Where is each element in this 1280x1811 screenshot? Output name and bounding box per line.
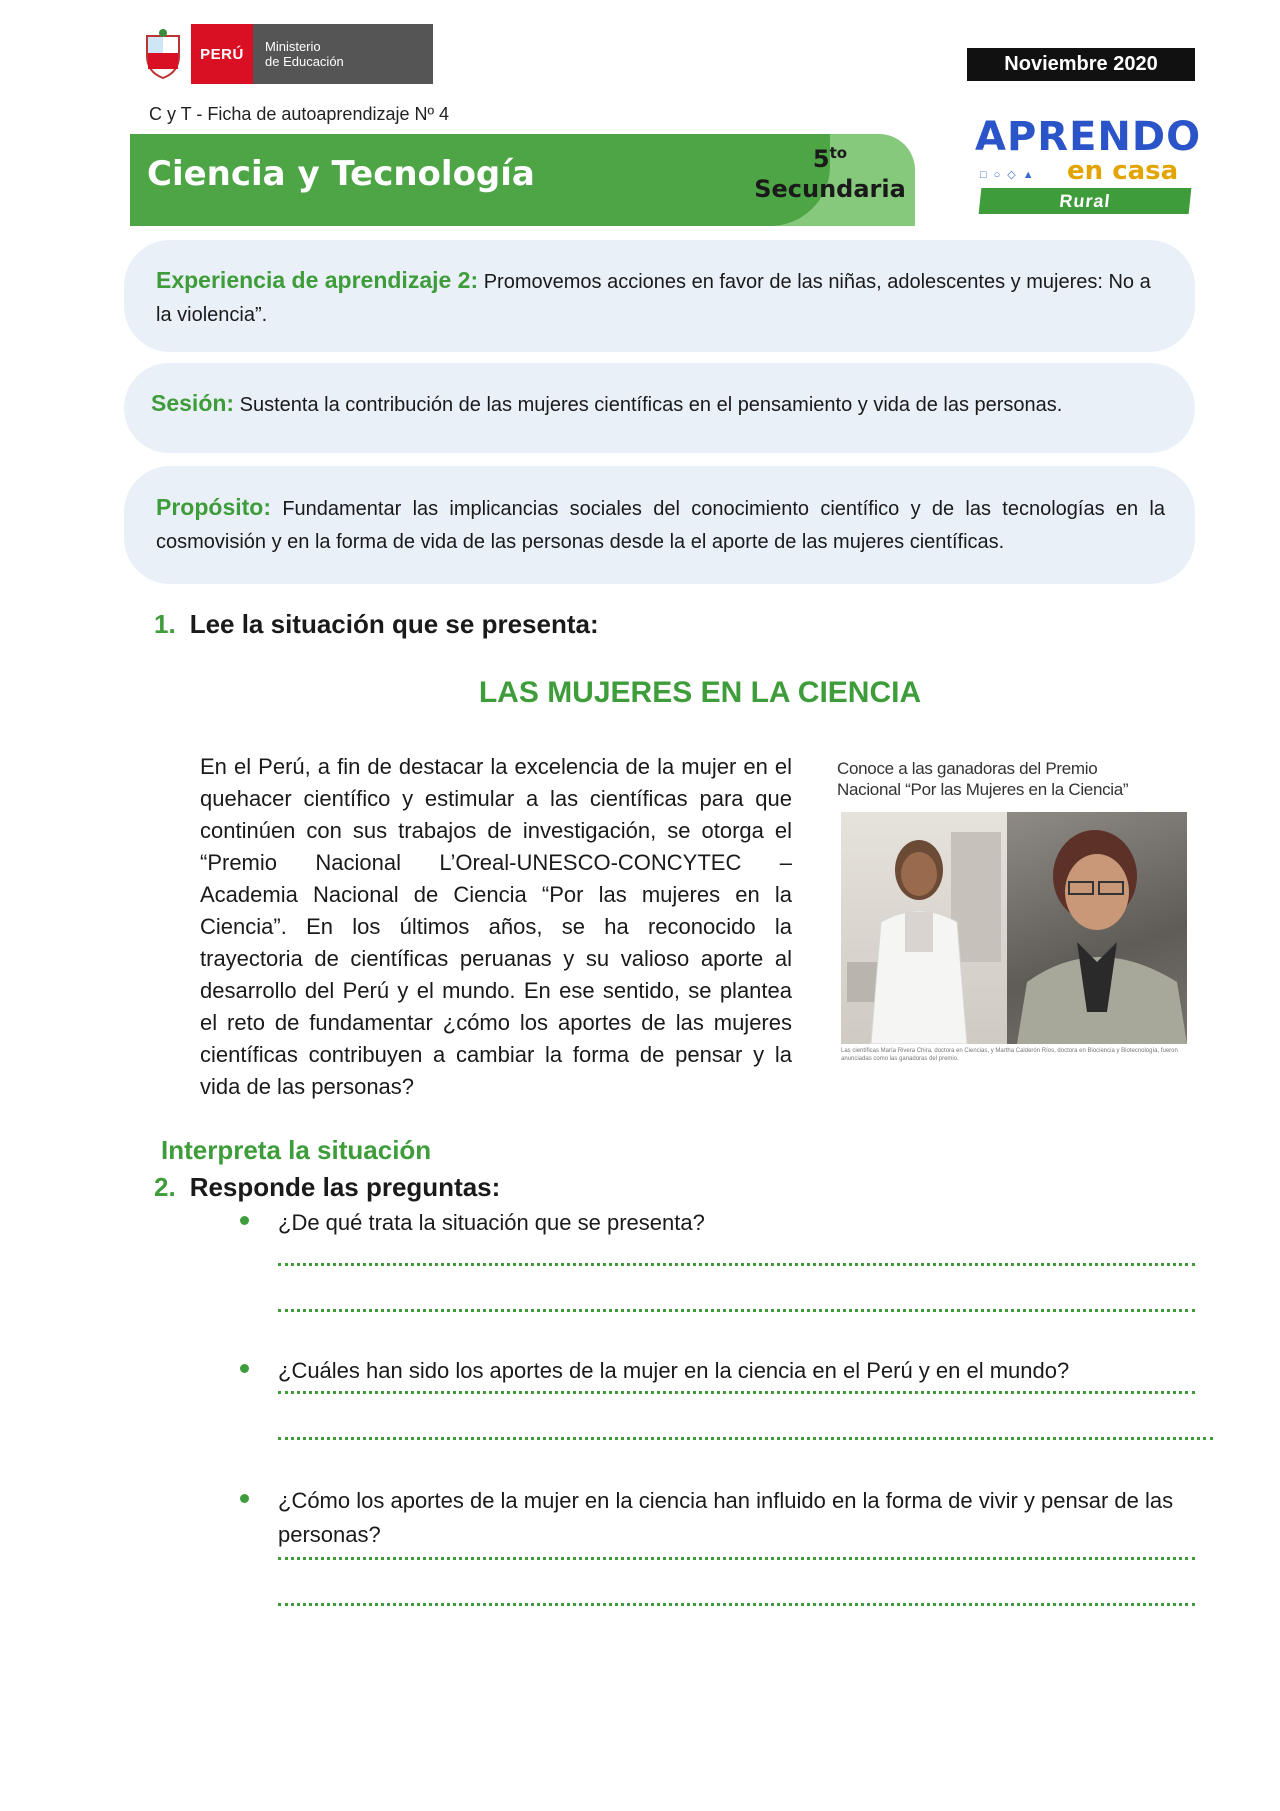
section-1-number: 1. xyxy=(154,609,176,639)
grade-level: Secundaria xyxy=(754,175,906,203)
decorative-shapes-icon: □○◇▲ xyxy=(980,169,1041,181)
bullet-icon xyxy=(240,1364,249,1373)
answer-line[interactable] xyxy=(278,1552,1195,1560)
purpose-box xyxy=(124,466,1195,584)
question-text: ¿Cómo los aportes de la mujer en la ciencia han influido en la forma de vivir y pensar de las personas? xyxy=(278,1488,1174,1547)
ministry-line1: Ministerio xyxy=(265,39,321,54)
story-title: LAS MUJERES EN LA CIENCIA xyxy=(478,676,922,709)
purpose-text: Fundamentar las implicancias sociales del conocimiento científico y de las tecnologías en la cosmovisión y en la forma de vida de las personas desde la el aporte de las mujeres científicas. xyxy=(156,498,1166,553)
question-list xyxy=(240,1206,1195,1606)
aprendo-title: APRENDO xyxy=(975,114,1202,160)
answer-line[interactable] xyxy=(278,1266,1195,1312)
minedu-logo xyxy=(135,24,433,84)
news-image xyxy=(815,750,1195,1062)
question-item xyxy=(240,1354,1195,1484)
purpose-label: Propósito: xyxy=(156,494,271,520)
rural-badge: Rural xyxy=(979,188,1192,214)
section-1-text: Lee la situación que se presenta: xyxy=(189,609,599,639)
photo-scientist-right xyxy=(1007,812,1187,1044)
aprendo-subtitle: en casa xyxy=(1067,156,1179,186)
subject-title-bar xyxy=(130,134,915,226)
answer-line[interactable] xyxy=(278,1240,1195,1266)
answer-line[interactable] xyxy=(278,1394,1213,1440)
ministry-label xyxy=(253,24,433,84)
session-label: Sesión: xyxy=(151,390,235,416)
answer-line[interactable] xyxy=(278,1560,1195,1606)
grade-number: $5^{to}$ xyxy=(812,144,848,173)
aprendo-en-casa-logo xyxy=(975,114,1202,220)
session-box xyxy=(124,363,1195,453)
grade-suffix: to xyxy=(829,144,848,162)
fiche-label: C y T - Ficha de autoaprendizaje Nº 4 xyxy=(149,104,450,124)
section-2-heading xyxy=(154,1172,500,1203)
scientists-photo xyxy=(841,812,1187,1044)
experience-text: Promovemos acciones en favor de las niñas, adolescentes y mujeres: No a la violencia”. xyxy=(156,271,1151,326)
peru-label: PERÚ xyxy=(191,24,253,84)
story-paragraph: En el Perú, a fin de destacar la excelencia de la mujer en el quehacer científico y estimular a las científicas para que continúen con sus trabajos de investigación, se otorga el “Premio Nacional L’Oreal-UNESCO-CONCYTEC – Academia Nacional de Ciencia “Por las mujeres en la Ciencia”. En los últimos años, se ha reconocido la trayectoria de científicas peruanas y su valioso aporte al desarrollo del Perú y el mundo. En ese sentido, se plantea el reto de fundamentar ¿cómo los aportes de las mujeres científicas contribuyen a cambiar la forma de pensar y la vida de las personas? xyxy=(200,754,792,1099)
question-item xyxy=(240,1484,1195,1606)
photo-caption: Las científicas María Rivera Chira, doctora en Ciencias, y Martha Calderón Ríos, doctora en Biociencia y Biotecnología, fueron anunciadas como las ganadoras del premio. xyxy=(841,1048,1178,1062)
section-2-number: 2. xyxy=(154,1172,176,1202)
photo-scientist-left xyxy=(841,812,1007,1044)
date-badge: Noviembre 2020 xyxy=(967,48,1195,81)
question-text: ¿Cuáles han sido los aportes de la mujer en la ciencia en el Perú y en el mundo? xyxy=(278,1358,1070,1383)
bullet-icon xyxy=(240,1494,249,1503)
question-text: ¿De qué trata la situación que se presenta? xyxy=(278,1210,705,1235)
interpret-heading: Interpreta la situación xyxy=(161,1135,432,1165)
experience-label: Experiencia de aprendizaje 2: xyxy=(156,267,479,293)
bullet-icon xyxy=(240,1216,249,1225)
section-2-text: Responde las preguntas: xyxy=(189,1172,501,1202)
subject-title: Ciencia y Tecnología xyxy=(147,154,535,194)
news-headline: Conoce a las ganadoras del Premio Nacional “Por las Mujeres en la Ciencia” xyxy=(837,759,1129,799)
section-1-heading xyxy=(154,609,599,640)
ministry-line2: de Educación xyxy=(265,54,344,69)
peru-coat-of-arms-icon xyxy=(135,24,191,84)
session-text: Sustenta la contribución de las mujeres científicas en el pensamiento y vida de las personas. xyxy=(239,394,1063,416)
grade-label xyxy=(730,144,930,203)
question-item xyxy=(240,1206,1195,1354)
experience-box xyxy=(124,240,1195,352)
